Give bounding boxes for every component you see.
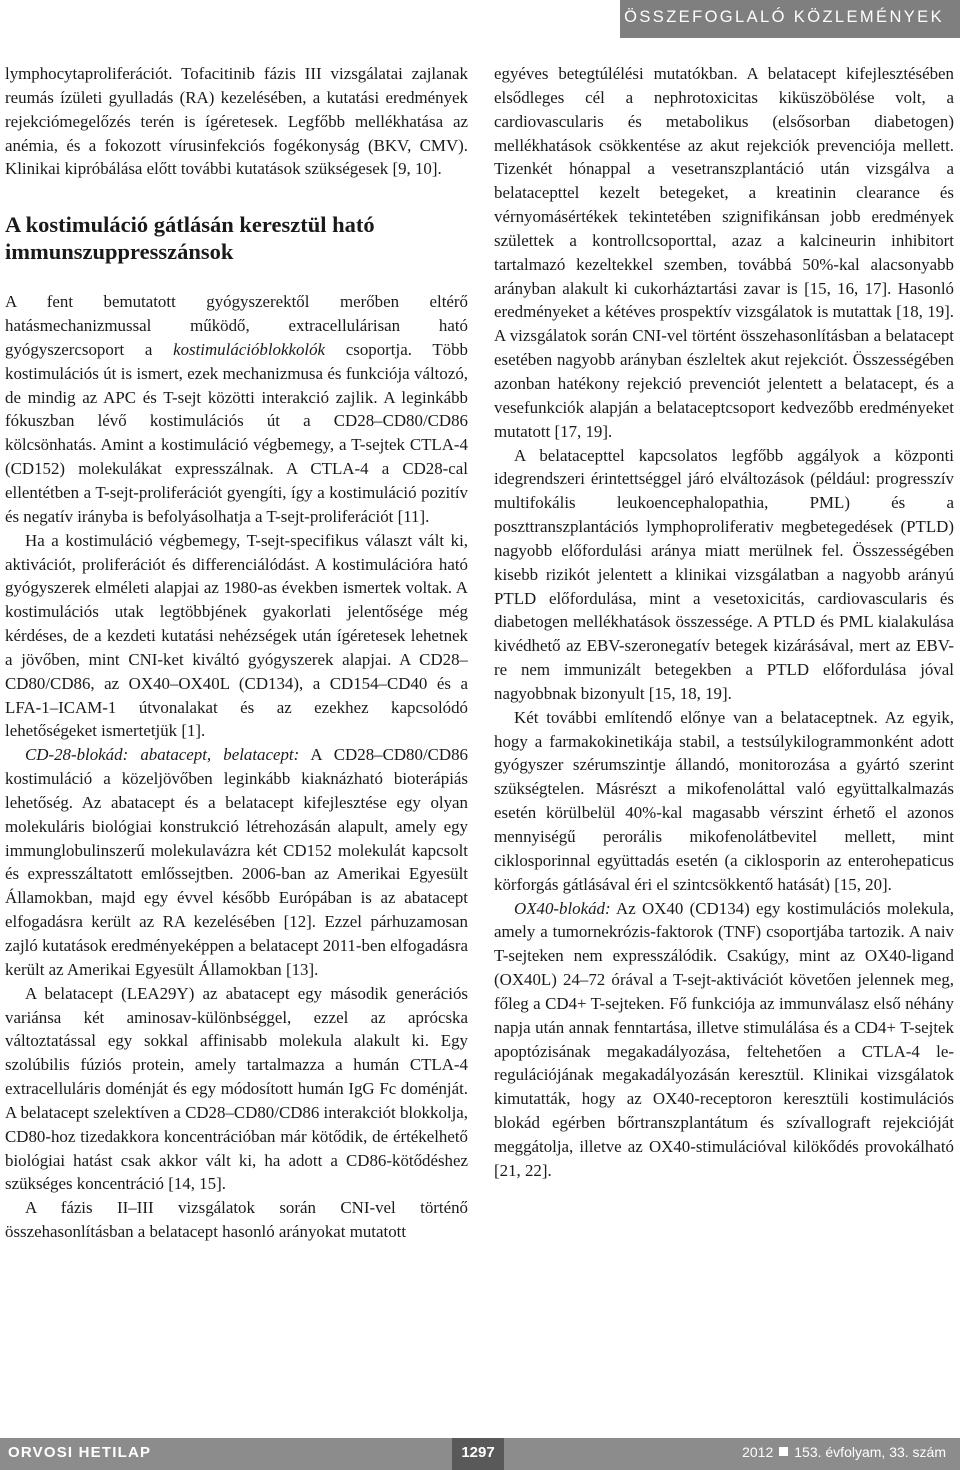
paragraph: A fázis II–III vizsgálatok során CNI-vel történő összehasonlításban a belatacept hasonló arányokat mutatott	[5, 1198, 468, 1242]
paragraph	[5, 290, 468, 528]
section-heading: A kostimuláció gátlásán keresztül ható immunszuppresszánsok	[5, 212, 375, 265]
volume-issue: 153. évfolyam, 33. szám	[794, 1444, 946, 1460]
running-header	[0, 0, 960, 38]
text-run: A fent bemutatott gyógyszerektől merőben eltérő hatásmechanizmussal működő, extracellulárisan ható gyógyszercsoport a	[5, 292, 468, 359]
page-number-box	[452, 1438, 504, 1470]
journal-name: ORVOSI HETILAP	[8, 1444, 152, 1461]
issue-info	[742, 1444, 946, 1460]
paragraph: A belatacepttel kapcsolatos legfőbb aggályok a központi idegrendszeri érintettséggel járó elváltozások (például: progresszív multifokális leukoencephalopathia, PML) és a poszttranszplantációs lymphoproliferativ megbetegedések (PTLD) nagyobb előfordulási aránya miatt merülnek fel. Összességében kisebb rizikót jelentett a klinikai vizsgálatban a nagyobb arányú PTLD előfordulása, mint a vesetoxicitás, cardiovascularis és diabetogen mellékhatások összessége. A PTLD és PML kialakulása kivédhető az EBV-szeronegatív betegek kizárásával, mert az EBV-re nem immunizált betegekben a PTLD előfordulása jóval nagyobbnak bizonyult [15, 18, 19].	[494, 445, 954, 703]
paragraph: lymphocytaproliferációt. Tofacitinib fázis III vizsgálatai zajlanak reumás ízületi gyulladás (RA) kezelésében, a kutatási eredmények rejekciómegelőzés terén is ígéretesek. Legfőbb mellékhatása az anémia, és a fokozott vírusinfekciós fogékonyság (BKV, CMV). Klinikai kipróbálása előtt további kutatások szükségesek [9, 10].	[5, 64, 468, 179]
paragraph	[5, 743, 468, 981]
paragraph: Ha a kostimuláció végbemegy, T-sejt-specifikus választ vált ki, aktivációt, proliferációt és differenciálódást. A kostimulációra ható gyógyszerek elméleti alapjai az 1980-as években ismertek voltak. A kostimulációs utak legtöbbjének gyakorlati jelentősége még kérdéses, de a kezdeti kutatási nehézségek után ígéretesek lehetnek a jövőben, mint CNI-ket kiváltó gyógyszerek alapjai. A CD28–CD80/CD86, az OX40–OX40L (CD134), a CD154–CD40 és a LFA-1–ICAM-1 útvonalakat és az ezekhez kapcsolódó lehetőségeket ismertetjük [1].	[5, 530, 468, 741]
subsection-lead: OX40-blokád:	[514, 898, 611, 918]
left-column	[5, 62, 468, 1244]
subsection-lead: CD-28-blokád: abatacept, belatacept:	[25, 745, 300, 765]
text-run: Az OX40 (CD134) egy kostimulációs molekula, amely a tumornekrózis-faktorok (TNF) csoportjába tartozik. A naiv T-sejteken nem expresszálódik. Csakúgy, mint az OX40-ligand (OX40L) 24–72 órával a T-sejt-aktivációt követően jelennek meg, főleg a CD4+ T-sejteken. Fő funkciója az immunválasz első néhány napja után annak fenntartása, illetve stimulálása és a CD4+ T-sejtek apoptózisának megakadályozása, feltehetően a CTLA-4 le-regulációjának megakadályozásán keresztül. Klinikai vizsgálatok kimutatták, hogy az OX40-receptoron keresztüli kostimulációs blokád egérben bőrtranszplantátum és szívallograft rejekcióját meggátolja, illetve az OX40-stimulációval kilökődés provokálható [21, 22].	[494, 898, 954, 1180]
year: 2012	[742, 1444, 774, 1460]
page-footer	[0, 1438, 960, 1470]
emphasis-term: kostimulációblokkolók	[173, 339, 326, 359]
right-column	[494, 62, 954, 1183]
square-separator-icon	[779, 1447, 788, 1456]
paragraph: A belatacept (LEA29Y) az abatacept egy második generációs variánsa két aminosav-különbséggel, ezzel az aprócska változtatással egy sokkal affinisabb molekula alakult ki. Egy szolúbilis fúziós protein, amely tartalmazza a humán CTLA-4 extracelluláris doménját és egy módosított humán IgG Fc doménját. A belatacept szelektíven a CD28–CD80/CD86 interakciót blokkolja, CD80-hoz tizedakkora koncentrációban már kötődik, de értékelhető biológiai hatást csak akkor vált ki, ha adott a CD86-kötődéshez szükséges koncentráció [14, 15].	[5, 983, 468, 1194]
text-run: A CD28–CD80/CD86 kostimuláció a közeljövőben leginkább kiaknázható bioterápiás lehetőség. Az abatacept és a belatacept kifejlesztése egy olyan molekuláris biológiai konstrukció létrehozásán alapult, amely egy immunglobulinszerű molekulavázra két CD152 molekulát kapcsolt és expresszáltatott emlőssejtben. 2006-ban az Amerikai Egyesült Államokban, majd egy évvel később Európában is az abatacept elfogadásra került az RA kezelésében [12]. Ezzel párhuzamosan zajló kutatások eredményeképpen a belatacept 2011-ben elfogadásra került az Amerikai Egyesült Államokban [13].	[5, 745, 468, 979]
section-title: ÖSSZEFOGLALÓ KÖZLEMÉNYEK	[624, 8, 944, 26]
paragraph	[494, 897, 954, 1183]
paragraph: Két további említendő előnye van a belataceptnek. Az egyik, hogy a farmakokinetikája stabil, a testsúlykilogrammonként adott gyógyszer szérumszintje állandó, monitorozása a gyártó szerint szükségtelen. Másrészt a mikofenoláttal való együttalkalmazás esetén körülbelül 40%-kal magasabb vérszint érhető el azonos mennyiségű perorális mikofenolátbevitel mellett, mint ciklosporinnal együttadás esetén (a ciklosporin az enterohepaticus körforgás gátlásával éri el szintcsökkentő hatását) [15, 20].	[494, 707, 954, 894]
paragraph: egyéves betegtúlélési mutatókban. A belatacept kifejlesztésében elsődleges cél a nephrotoxicitas kiküszöbölése volt, a cardiovascularis és metabolikus (elsősorban diabetogen) mellékhatások csökkentése az akut rejekciók prevenciója mellett. Tizenkét hónappal a vesetranszplantáció után vizsgálva a belatacepttel kezelt betegeket, a kreatinin clearance és vérnyomásértékek tekintetében szignifikánsan jobb eredmények születtek a kontrollcsoporttal, azaz a kalcineurin inhibitort tartalmazó kezeltekkel szemben, továbbá 50%-kal alacsonyabb arányban alakult ki cukorháztartási zavar is [15, 16, 17]. Hasonló eredményeket a kétéves prospektív vizsgálatok is mutattak [18, 19]. A vizsgálatok során CNI-vel történt összehasonlításban a belatacept esetében nagyobb arányban észleltek akut rejekciót. Összességében azonban hatékony rejekció prevenciót jelentett a belatacept, és a vesefunkciók alapján a belataceptcsoport kedvezőbb eredményeket mutatott [17, 19].	[494, 64, 954, 441]
page-number: 1297	[461, 1444, 495, 1461]
text-run: csoportja. Több kostimulációs út is ismert, ezek mechanizmusa és funkciója változó, de mindig az APC és T-sejt közötti interakció zajlik. A leginkább fókuszban lévő kostimulációs út a CD28–CD80/CD86 kölcsönhatás. Amint a kostimuláció végbemegy, a T-sejtek CTLA-4 (CD152) molekulákat expresszálnak. A CTLA-4 a CD28-cal ellentétben a T-sejt-proliferációt gyengíti, így a kostimuláció pozitív és negatív irányba is befolyásolhatja a T-sejt-proliferációt [11].	[5, 339, 468, 526]
